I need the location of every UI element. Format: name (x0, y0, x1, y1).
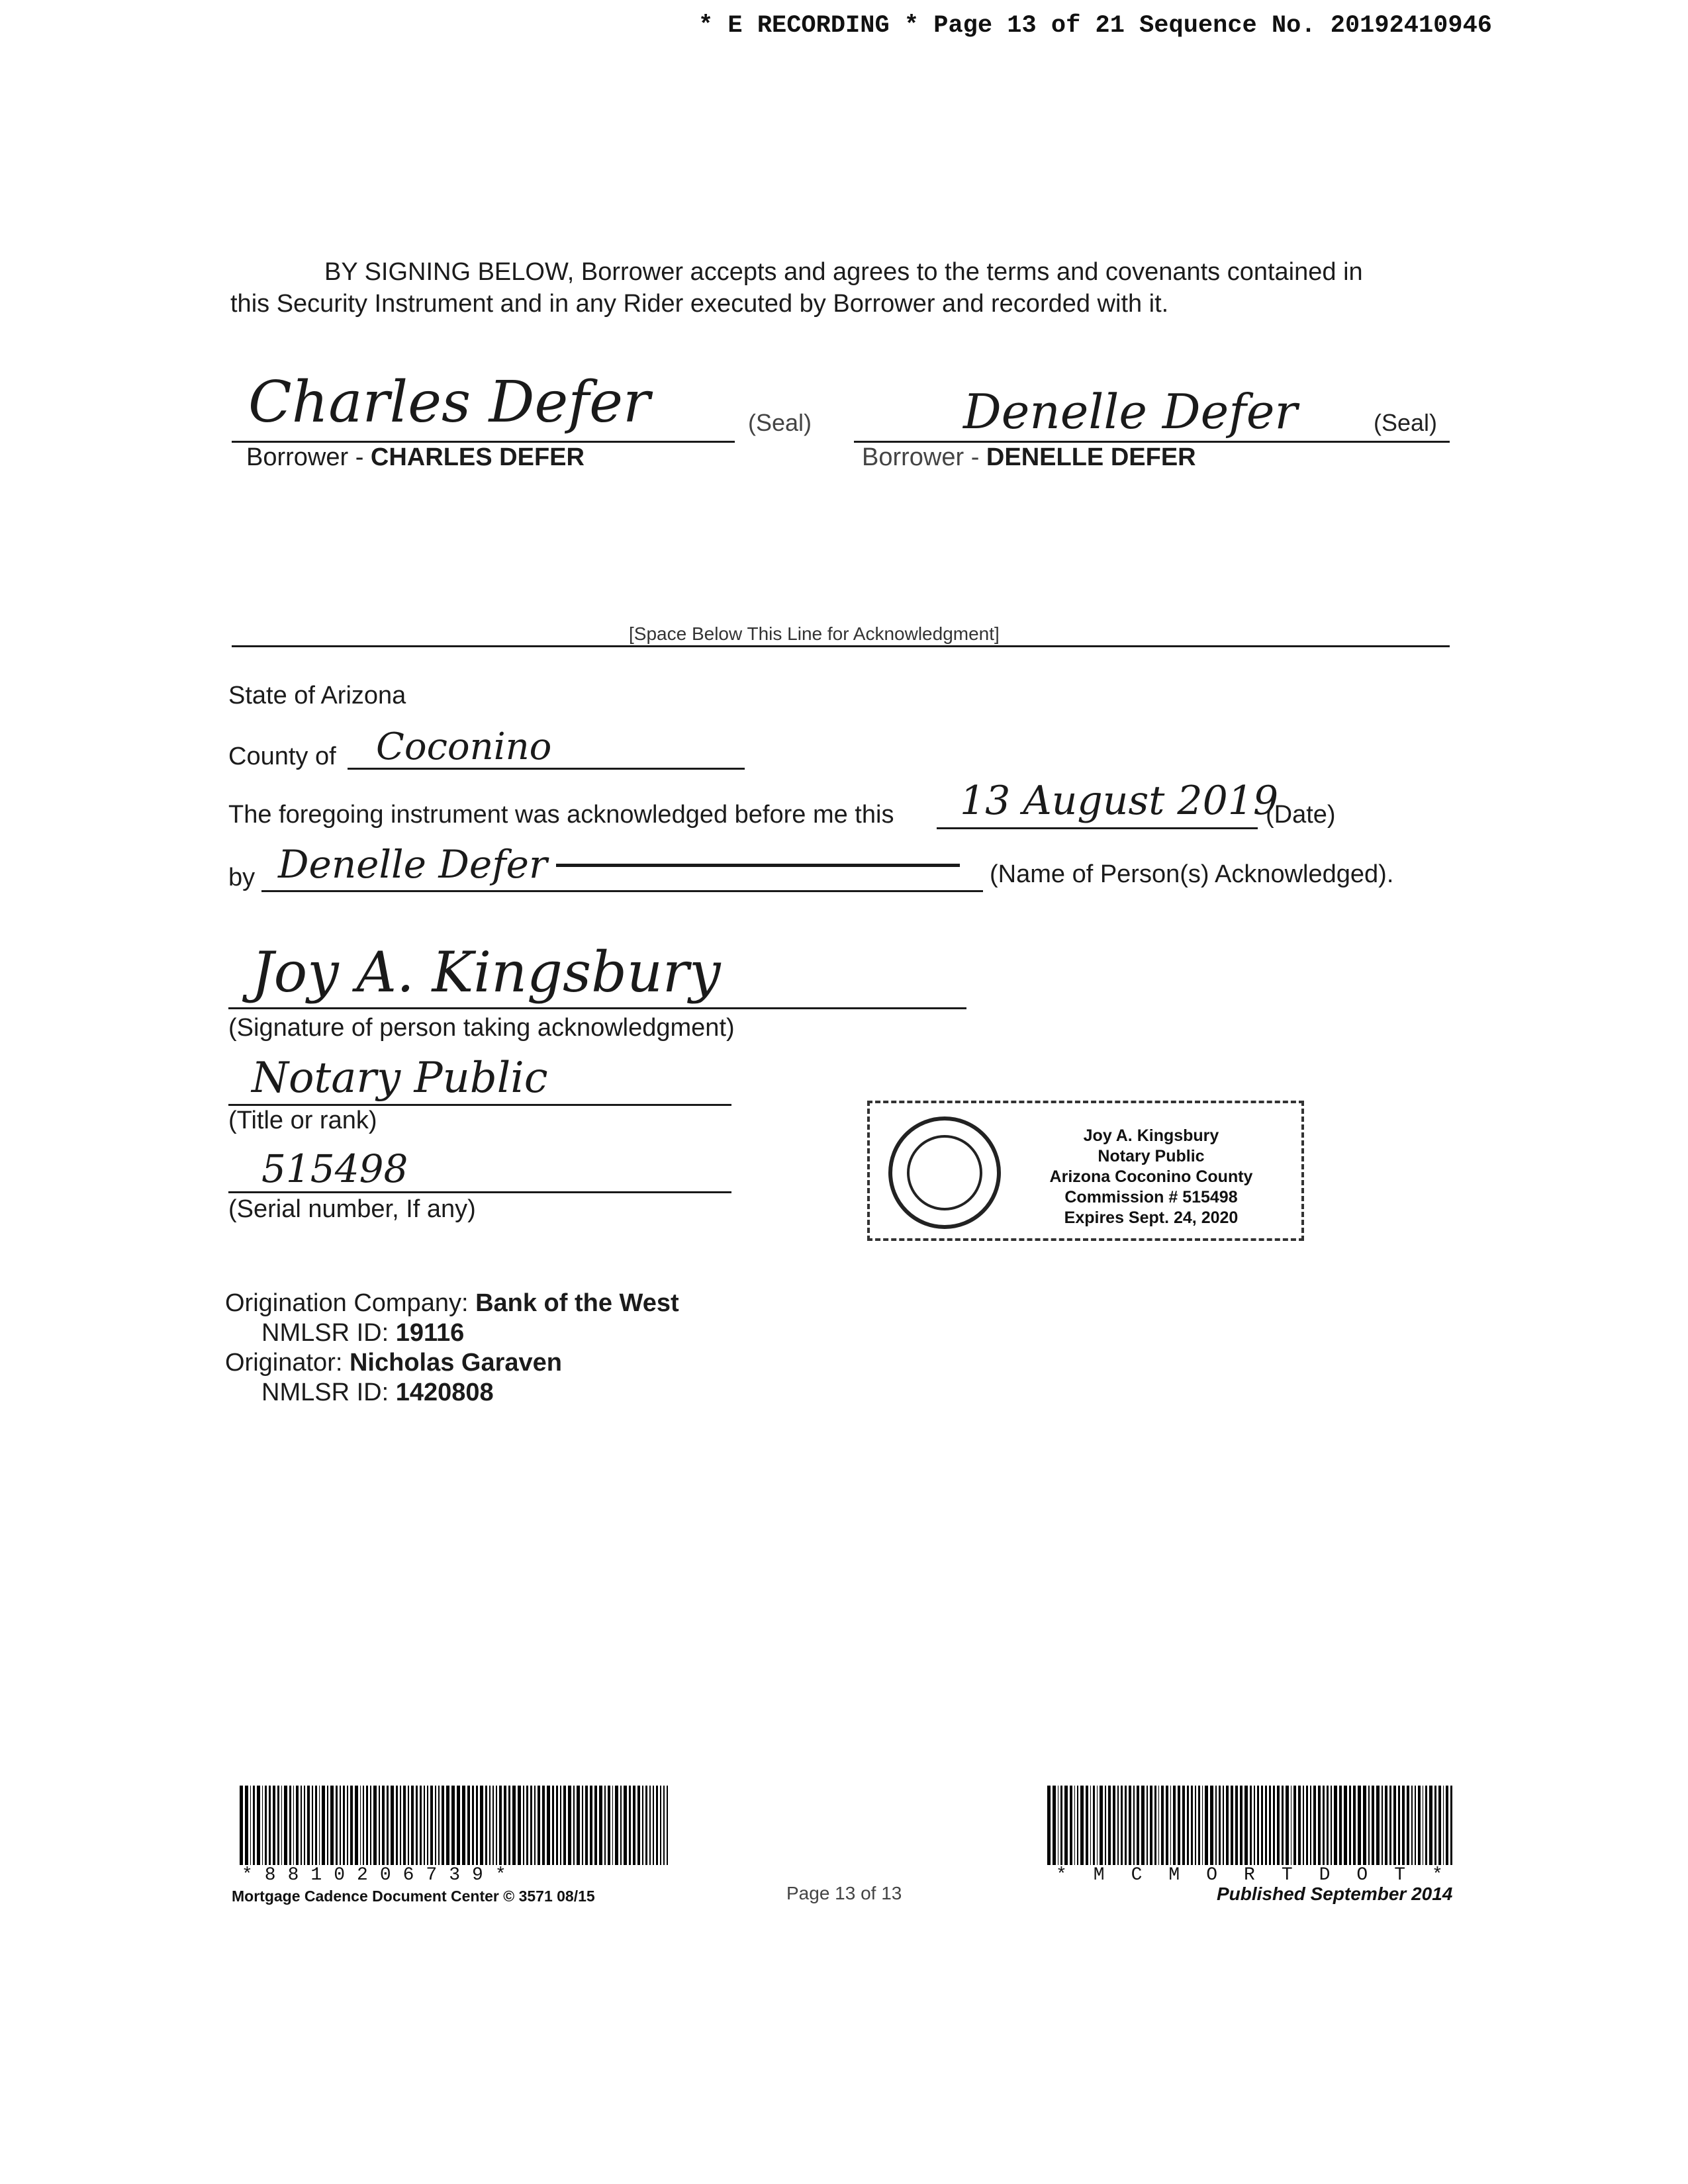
county-line (348, 768, 745, 770)
barcode-bar (642, 1786, 643, 1865)
barcode-bar (1310, 1786, 1311, 1865)
barcode-bar (301, 1786, 302, 1865)
borrower-1-label (246, 443, 585, 472)
barcode-bar (1334, 1786, 1337, 1865)
barcode-bar (400, 1786, 401, 1865)
origination-company-nmlsr (261, 1319, 464, 1347)
barcode-bar (240, 1786, 243, 1865)
barcode-bar (649, 1786, 651, 1865)
notary-signature-line (228, 1007, 966, 1009)
barcode-bar (476, 1786, 478, 1865)
barcode-bar (1407, 1786, 1409, 1865)
by-line-stroke (556, 864, 960, 867)
barcode-bar (1240, 1786, 1243, 1865)
barcode-bar (1382, 1786, 1383, 1865)
barcode-bar (1210, 1786, 1213, 1865)
barcode-bar (1265, 1786, 1267, 1865)
page-label: Page 13 of 13 (786, 1883, 902, 1903)
barcode-bar (1450, 1786, 1452, 1865)
barcode-bar (1323, 1786, 1324, 1865)
persons-label: (Name of Person(s) Acknowledged). (990, 860, 1394, 888)
barcode-bar (504, 1786, 506, 1865)
stamp-line: Arizona Coconino County (1049, 1167, 1253, 1186)
barcode-bar (1125, 1786, 1126, 1865)
barcode-bar (568, 1786, 571, 1865)
barcode-bar (293, 1786, 295, 1865)
barcode-bar (645, 1786, 647, 1865)
stamp-line: Commission # 515498 (1064, 1188, 1238, 1206)
date-line (937, 827, 1258, 829)
barcode-bar (424, 1786, 425, 1865)
barcode-bar (1291, 1786, 1292, 1865)
barcode-bar (530, 1786, 532, 1865)
barcode-bar (1411, 1786, 1413, 1865)
barcode-bar (319, 1786, 320, 1865)
by-value: Denelle Defer (278, 842, 547, 887)
barcode-bar (534, 1786, 536, 1865)
barcode-bar (265, 1786, 266, 1865)
serial-label: (Serial number, If any) (228, 1195, 476, 1223)
barcode-bar (1100, 1786, 1103, 1865)
title-line (228, 1104, 731, 1106)
barcode-bar (1170, 1786, 1172, 1865)
barcode-bar (1158, 1786, 1160, 1865)
barcode-bar (1113, 1786, 1115, 1865)
barcode-bar (1161, 1786, 1164, 1865)
left-barcode-digits: *8810206739* (242, 1865, 518, 1886)
barcode-bar (1219, 1786, 1221, 1865)
barcode-bar (1137, 1786, 1139, 1865)
barcode-bar (336, 1786, 338, 1865)
barcode-bar (350, 1786, 353, 1865)
stamp-line: Expires Sept. 24, 2020 (1064, 1208, 1239, 1227)
barcode-bar (1202, 1786, 1203, 1865)
barcode-bar (552, 1786, 554, 1865)
barcode-bar (315, 1786, 316, 1865)
barcode-bar (489, 1786, 491, 1865)
recording-banner: * E RECORDING * Page 13 of 21 Sequence No. 20192410946 (698, 12, 1492, 40)
barcode-bar (624, 1786, 627, 1865)
barcode-bar (1358, 1786, 1361, 1865)
barcode-bar (446, 1786, 449, 1865)
barcode-bar (1090, 1786, 1092, 1865)
barcode-bar (585, 1786, 588, 1865)
barcode-bar (508, 1786, 510, 1865)
barcode-bar (457, 1786, 460, 1865)
barcode-bar (1070, 1786, 1072, 1865)
barcode-bar (296, 1786, 298, 1865)
state-line: State of Arizona (228, 682, 406, 709)
borrower-2-signature: Denelle Defer (963, 384, 1297, 439)
barcode-bar (1273, 1786, 1275, 1865)
borrower-2-label (862, 443, 1196, 472)
notary-stamp (867, 1101, 1304, 1241)
by-line (261, 890, 983, 892)
barcode-bar (307, 1786, 310, 1865)
barcode-bar (408, 1786, 409, 1865)
barcode-bar (1105, 1786, 1106, 1865)
barcode-bar (1339, 1786, 1342, 1865)
stamp-line: Notary Public (1098, 1147, 1205, 1165)
originator-nmlsr (261, 1379, 494, 1407)
barcode-bar (304, 1786, 305, 1865)
barcode-bar (262, 1786, 263, 1865)
intro-line-1: BY SIGNING BELOW, Borrower accepts and agrees to the terms and covenants contained in (324, 258, 1363, 286)
origination-company-label: Origination Company: (225, 1289, 476, 1317)
barcode-bar (382, 1786, 385, 1865)
barcode-bar (1244, 1786, 1248, 1865)
borrower-2-role: Borrower - (862, 443, 986, 471)
barcode-bar (330, 1786, 334, 1865)
company-nmlsr-value: 19116 (395, 1319, 465, 1347)
borrower-1-role: Borrower - (246, 443, 371, 471)
left-barcode (240, 1786, 670, 1865)
barcode-bar (1064, 1786, 1067, 1865)
barcode-bar (1235, 1786, 1239, 1865)
originator-value: Nicholas Garaven (349, 1349, 563, 1377)
barcode-bar (1423, 1786, 1424, 1865)
barcode-bar (599, 1786, 602, 1865)
barcode-bar (1074, 1786, 1076, 1865)
barcode-bar (1331, 1786, 1332, 1865)
barcode-bar (496, 1786, 497, 1865)
barcode-bar (620, 1786, 622, 1865)
barcode-bar (1141, 1786, 1145, 1865)
barcode-bar (1318, 1786, 1321, 1865)
barcode-bar (1178, 1786, 1180, 1865)
notary-signature: Joy A. Kingsbury (252, 940, 721, 1005)
originator-nmlsr-value: 1420808 (395, 1379, 494, 1406)
barcode-bar (1257, 1786, 1259, 1865)
barcode-bar (499, 1786, 502, 1865)
barcode-bar (1150, 1786, 1152, 1865)
barcode-bar (1402, 1786, 1405, 1865)
barcode-bar (1147, 1786, 1148, 1865)
barcode-bar (1385, 1786, 1387, 1865)
by-label: by (228, 864, 256, 891)
barcode-bar (1191, 1786, 1193, 1865)
barcode-bar (442, 1786, 444, 1865)
barcode-bar (1254, 1786, 1255, 1865)
barcode-bar (343, 1786, 345, 1865)
barcode-bar (1093, 1786, 1094, 1865)
barcode-bar (1434, 1786, 1436, 1865)
barcode-bar (1173, 1786, 1176, 1865)
arizona-seal-icon (888, 1116, 1001, 1229)
signature-label: (Signature of person taking acknowledgment) (228, 1014, 735, 1042)
barcode-bar (1415, 1786, 1416, 1865)
barcode-bar (577, 1786, 580, 1865)
barcode-bar (403, 1786, 405, 1865)
barcode-bar (289, 1786, 291, 1865)
barcode-bar (438, 1786, 440, 1865)
date-suffix: (Date) (1266, 801, 1336, 829)
barcode-bar (542, 1786, 544, 1865)
barcode-bar (1353, 1786, 1356, 1865)
barcode-bar (1277, 1786, 1279, 1865)
acknowledgment-divider-label: [Space Below This Line for Acknowledgment] (629, 623, 1000, 644)
barcode-bar (492, 1786, 494, 1865)
barcode-bar (370, 1786, 371, 1865)
barcode-bar (250, 1786, 252, 1865)
barcode-bar (1205, 1786, 1208, 1865)
barcode-bar (629, 1786, 631, 1865)
barcode-bar (656, 1786, 658, 1865)
barcode-bar (1198, 1786, 1200, 1865)
barcode-bar (1117, 1786, 1119, 1865)
serial-line (228, 1191, 731, 1193)
barcode-bar (1215, 1786, 1217, 1865)
barcode-bar (360, 1786, 361, 1865)
borrower-2-seal: (Seal) (1374, 409, 1438, 436)
barcode-bar (411, 1786, 414, 1865)
barcode-bar (660, 1786, 661, 1865)
barcode-bar (1398, 1786, 1399, 1865)
barcode-bar (420, 1786, 421, 1865)
barcode-bar (366, 1786, 368, 1865)
barcode-bar (387, 1786, 389, 1865)
barcode-bar (427, 1786, 428, 1865)
barcode-bar (608, 1786, 610, 1865)
barcode-bar (1129, 1786, 1131, 1865)
serial-value: 515498 (261, 1146, 408, 1191)
barcode-bar (462, 1786, 465, 1865)
barcode-bar (451, 1786, 455, 1865)
barcode-bar (373, 1786, 377, 1865)
barcode-bar (563, 1786, 566, 1865)
barcode-bar (1047, 1786, 1051, 1865)
borrower-1-name: CHARLES DEFER (370, 443, 585, 471)
acknowledgment-divider (232, 645, 1450, 647)
barcode-bar (1376, 1786, 1380, 1865)
barcode-bar (284, 1786, 287, 1865)
intro-line-2: this Security Instrument and in any Rider executed by Borrower and recorded with it. (230, 290, 1169, 318)
barcode-bar (1344, 1786, 1347, 1865)
barcode-bar (612, 1786, 614, 1865)
barcode-bar (526, 1786, 528, 1865)
borrower-2-signature-line (854, 441, 1450, 443)
barcode-bar (1187, 1786, 1189, 1865)
barcode-bar (312, 1786, 313, 1865)
barcode-bar (281, 1786, 283, 1865)
barcode-bar (363, 1786, 364, 1865)
barcode-bar (633, 1786, 635, 1865)
barcode-bar (1286, 1786, 1289, 1865)
notary-stamp-text (1009, 1126, 1293, 1228)
barcode-bar (1372, 1786, 1374, 1865)
barcode-bar (1313, 1786, 1316, 1865)
barcode-bar (1166, 1786, 1168, 1865)
barcode-bar (1269, 1786, 1271, 1865)
barcode-bar (582, 1786, 583, 1865)
barcode-bar (322, 1786, 325, 1865)
barcode-bar (391, 1786, 394, 1865)
barcode-bar (1250, 1786, 1252, 1865)
barcode-bar (1133, 1786, 1135, 1865)
barcode-bar (273, 1786, 275, 1865)
barcode-bar (269, 1786, 271, 1865)
barcode-bar (1223, 1786, 1224, 1865)
barcode-bar (355, 1786, 357, 1865)
barcode-bar (1086, 1786, 1088, 1865)
origination-company-value: Bank of the West (475, 1289, 679, 1317)
barcode-bar (663, 1786, 665, 1865)
barcode-bar (379, 1786, 380, 1865)
barcode-bar (1058, 1786, 1059, 1865)
barcode-bar (1080, 1786, 1084, 1865)
barcode-bar (1261, 1786, 1262, 1865)
barcode-bar (637, 1786, 640, 1865)
date-value: 13 August 2019 (960, 778, 1279, 824)
borrower-1-signature: Charles Defer (248, 369, 651, 435)
barcode-bar (1231, 1786, 1233, 1865)
barcode-bar (667, 1786, 668, 1865)
barcode-bar (556, 1786, 558, 1865)
borrower-2-name: DENELLE DEFER (986, 443, 1196, 471)
barcode-bar (1443, 1786, 1444, 1865)
right-caption: Published September 2014 (1217, 1884, 1453, 1904)
originator-label: Originator: (225, 1349, 350, 1377)
barcode-bar (1182, 1786, 1184, 1865)
title-label: (Title or rank) (228, 1107, 377, 1134)
barcode-bar (590, 1786, 592, 1865)
barcode-bar (1053, 1786, 1056, 1865)
barcode-bar (1108, 1786, 1110, 1865)
barcode-bar (1389, 1786, 1391, 1865)
title-value: Notary Public (252, 1054, 548, 1103)
barcode-bar (1121, 1786, 1123, 1865)
county-label: County of (228, 743, 336, 770)
barcode-bar (1282, 1786, 1284, 1865)
barcode-bar (257, 1786, 260, 1865)
barcode-bar (245, 1786, 248, 1865)
barcode-bar (1226, 1786, 1229, 1865)
right-barcode-digits: *MCMORTDOT* (1056, 1865, 1470, 1886)
stamp-line: Joy A. Kingsbury (1083, 1126, 1219, 1145)
barcode-bar (340, 1786, 341, 1865)
barcode-bar (1425, 1786, 1427, 1865)
originator (225, 1349, 562, 1377)
barcode-bar (1349, 1786, 1351, 1865)
barcode-bar (538, 1786, 541, 1865)
barcode-bar (1195, 1786, 1196, 1865)
barcode-bar (1446, 1786, 1448, 1865)
barcode-bar (594, 1786, 597, 1865)
originator-nmlsr-label: NMLSR ID: (261, 1379, 396, 1406)
barcode-bar (615, 1786, 618, 1865)
barcode-bar (1429, 1786, 1432, 1865)
barcode-bar (253, 1786, 254, 1865)
company-nmlsr-label: NMLSR ID: (261, 1319, 396, 1347)
barcode-bar (1077, 1786, 1078, 1865)
barcode-bar (512, 1786, 516, 1865)
barcode-bar (573, 1786, 575, 1865)
barcode-bar (1306, 1786, 1308, 1865)
barcode-bar (1438, 1786, 1441, 1865)
barcode-bar (1393, 1786, 1396, 1865)
barcode-bar (604, 1786, 606, 1865)
barcode-bar (523, 1786, 524, 1865)
barcode-bar (560, 1786, 561, 1865)
barcode-bar (1363, 1786, 1366, 1865)
borrower-1-seal: (Seal) (748, 409, 812, 436)
barcode-bar (396, 1786, 397, 1865)
borrower-1-signature-line (232, 441, 735, 443)
foregoing-label: The foregoing instrument was acknowledged before me this (228, 801, 894, 829)
origination-company (225, 1289, 679, 1318)
barcode-bar (1060, 1786, 1062, 1865)
barcode-bar (1303, 1786, 1304, 1865)
barcode-bar (1418, 1786, 1420, 1865)
barcode-bar (1293, 1786, 1296, 1865)
barcode-bar (1298, 1786, 1301, 1865)
barcode-bar (480, 1786, 483, 1865)
barcode-bar (277, 1786, 279, 1865)
barcode-bar (1327, 1786, 1329, 1865)
barcode-bar (327, 1786, 328, 1865)
barcode-bar (430, 1786, 433, 1865)
barcode-bar (467, 1786, 470, 1865)
barcode-bar (435, 1786, 436, 1865)
right-barcode (1047, 1786, 1454, 1865)
county-value: Coconino (376, 725, 552, 768)
barcode-bar (518, 1786, 521, 1865)
barcode-bar (485, 1786, 487, 1865)
barcode-bar (416, 1786, 418, 1865)
barcode-bar (653, 1786, 654, 1865)
barcode-bar (1368, 1786, 1370, 1865)
barcode-bar (1154, 1786, 1156, 1865)
barcode-bar (472, 1786, 474, 1865)
barcode-bar (347, 1786, 348, 1865)
left-caption: Mortgage Cadence Document Center © 3571 08/15 (232, 1888, 595, 1905)
barcode-bar (547, 1786, 550, 1865)
barcode-bar (1097, 1786, 1098, 1865)
